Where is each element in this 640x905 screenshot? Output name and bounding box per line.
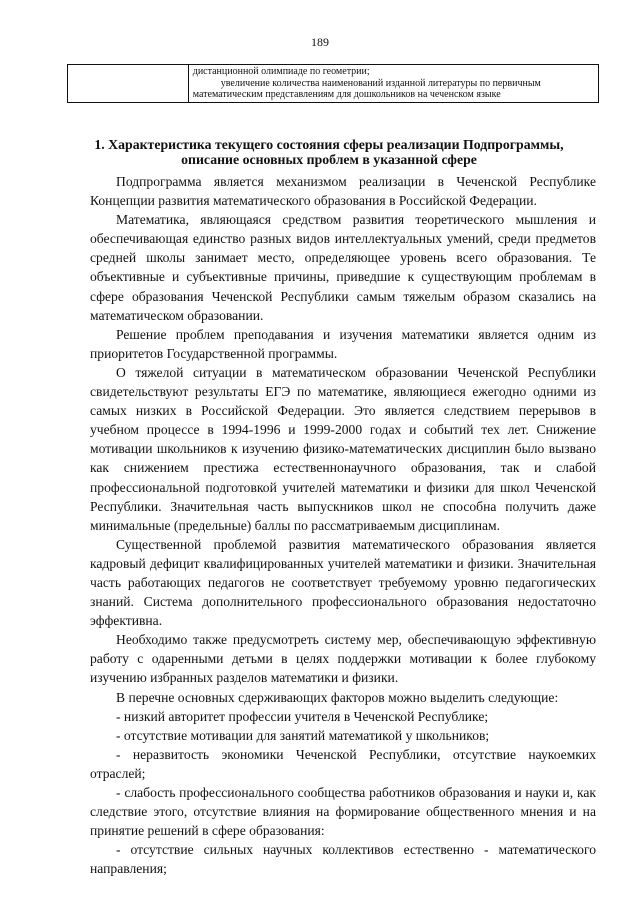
list-item: - низкий авторитет профессии учителя в Чеченской Республике; [116, 708, 489, 724]
list-item: - отсутствие мотивации для занятий математикой у школьников; [116, 727, 490, 743]
paragraph: Решение проблем преподавания и изучения математики является одним из приоритетов Государственной программы. [90, 326, 596, 361]
continuation-table [67, 64, 599, 103]
paragraph: Необходимо также предусмотреть систему мер, обеспечивающую эффективную работу с одаренными детьми в целях поддержки мотивации к более глубокому изучению избранных разделов математики и физики. [90, 632, 596, 686]
paragraph: Существенной проблемой развития математического образования является кадровый дефицит квалифицированных учителей математики и физики. Значительная часть работающих педагогов не соответствует требуемому уровню педагогических знаний. Система дополнительного профессионального образования недостаточно эффективна. [90, 536, 596, 629]
list-item: - отсутствие сильных научных коллективов естественно - математического направления; [90, 842, 596, 877]
list-item: - неразвитость экономики Чеченской Республики, отсутствие наукоемких отраслей; [90, 746, 596, 781]
table-cell-empty [68, 65, 189, 103]
paragraph: О тяжелой ситуации в математическом образовании Чеченской Республики свидетельствуют результаты ЕГЭ по математике, являющиеся ежегодно одними из самых низких в Российской Федерации. Это является следствием перерывов в учебном процессе в 1994-1996 и 1999-2000 годах и событий тех лет. Снижение мотивации школьников к изучению физико-математических дисциплин было вызвано как снижением престижа естественнонаучного образования, так и слабой профессиональной подготовкой учителей математики и физики для школ Чеченской Республики. Значительная часть выпускников школ не способна получить даже минимальные (предельные) баллы по рассматриваемым дисциплинам. [90, 364, 596, 533]
table-line: увеличение количества наименований изданной литературы по первичным математическим представлениям для дошкольников на чеченском языке [192, 77, 541, 100]
paragraph: Математика, являющаяся средством развития теоретического мышления и обеспечивающая единство разных видов интеллектуальных умений, среди предметов средней школы занимает место, определяющее уровень всего образования. Те объективные и субъективные причины, приведшие к существующим проблемам в сфере образования Чеченской Республики самым тяжелым образом сказались на математическом образовании. [90, 212, 596, 323]
paragraph: В перечне основных сдерживающих факторов можно выделить следующие: [116, 689, 559, 705]
list-item: - слабость профессионального сообщества работников образования и науки и, как следствие этого, отсутствие влияния на формирование общественного мнения и на принятие решений в сфере образования: [90, 785, 596, 839]
table-line: дистанционной олимпиаде по геометрии; [192, 66, 370, 77]
section-heading: 1. Характеристика текущего состояния сферы реализации Подпрограммы, описание основных проблем в указанной сфере [94, 137, 564, 167]
page-number: 189 [311, 35, 329, 49]
table-row [68, 65, 599, 103]
table-cell-text [188, 65, 598, 103]
paragraph: Подпрограмма является механизмом реализации в Чеченской Республике Концепции развития математического образования в Российской Федерации. [90, 174, 596, 209]
body-text [90, 172, 596, 878]
